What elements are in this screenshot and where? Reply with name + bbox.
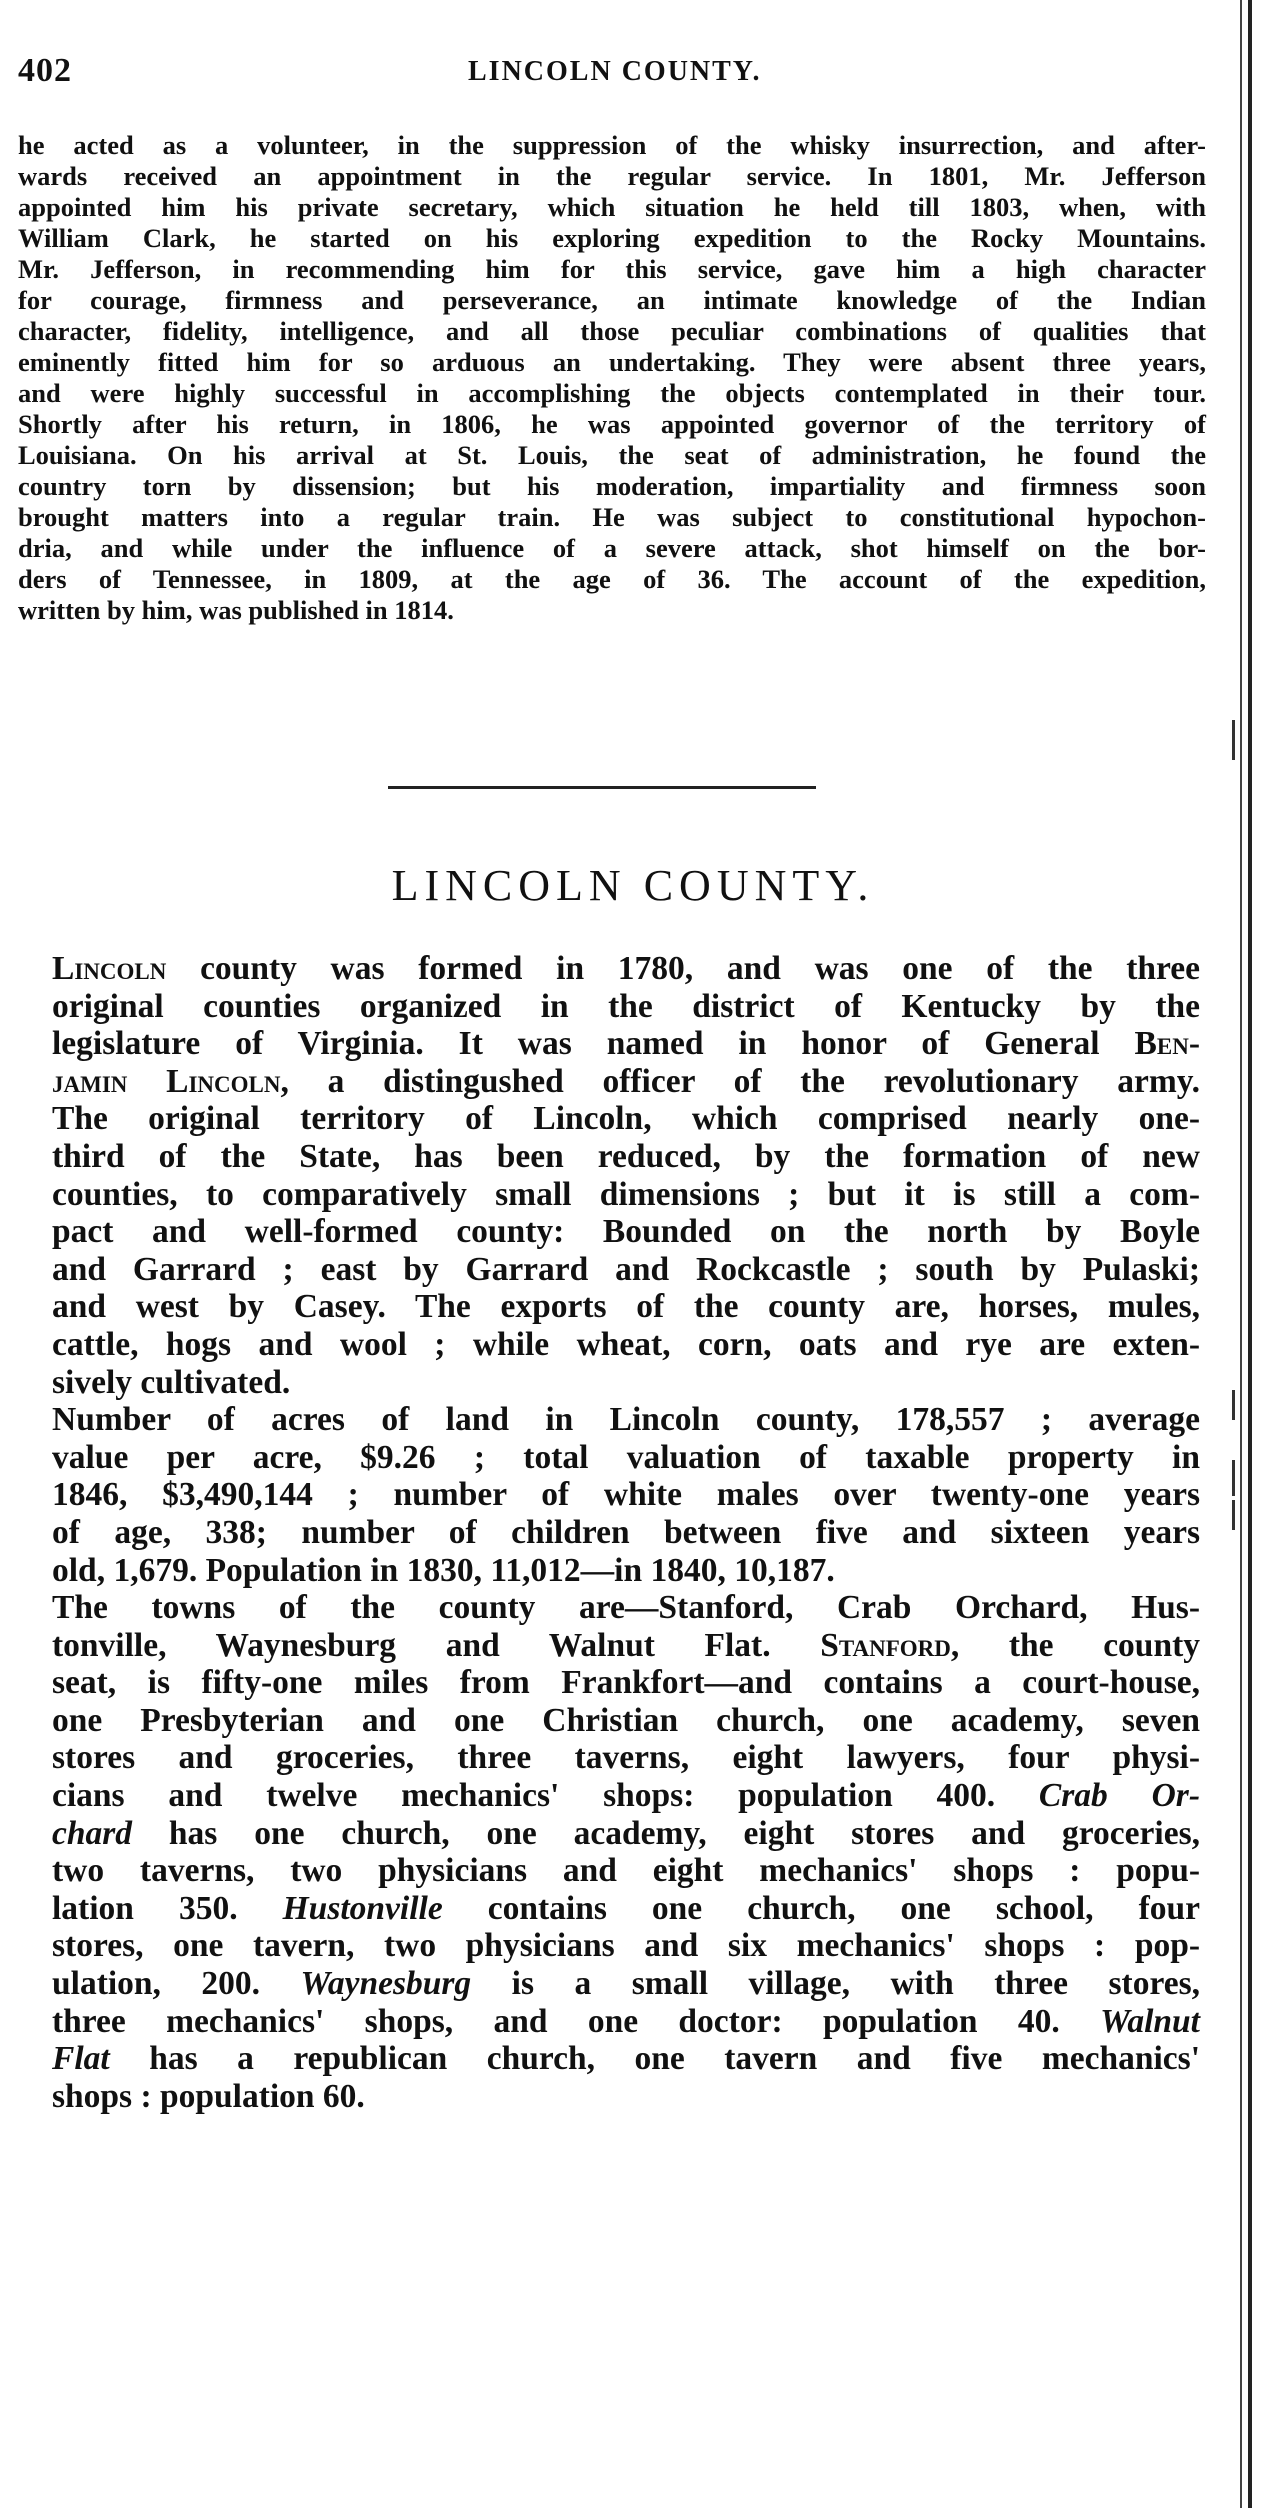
text-run: contains one church, one school, four bbox=[442, 1889, 1200, 1927]
text-line: The towns of the county are—Stanford, Crab Orchard, Hus- bbox=[52, 1589, 1200, 1627]
text-run: has one church, one academy, eight stores and groceries, bbox=[132, 1814, 1200, 1852]
italic-word: Crab Or- bbox=[1038, 1777, 1200, 1815]
text-line: The original territory of Lincoln, which comprised nearly one- bbox=[52, 1100, 1200, 1138]
page-number: 402 bbox=[18, 52, 72, 89]
text-line bbox=[52, 1890, 1200, 1928]
text-line: and west by Casey. The exports of the county are, horses, mules, bbox=[52, 1288, 1200, 1326]
text-line bbox=[52, 2040, 1200, 2078]
text-line: ders of Tennessee, in 1809, at the age of 36. The account of the expedition, bbox=[18, 564, 1206, 594]
text-line bbox=[52, 1815, 1200, 1853]
text-line: old, 1,679. Population in 1830, 11,012—in 1840, 10,187. bbox=[52, 1551, 835, 1589]
continued-paragraph bbox=[18, 130, 1206, 626]
text-line: Louisiana. On his arrival at St. Louis, the seat of administration, he found the bbox=[18, 440, 1206, 470]
text-line: brought matters into a regular train. He was subject to constitutional hypochon- bbox=[18, 502, 1206, 532]
text-line: country torn by dissension; but his moderation, impartiality and firmness soon bbox=[18, 471, 1206, 501]
italic-word: Hustonville bbox=[282, 1889, 443, 1927]
text-line: dria, and while under the influence of a severe attack, shot himself on the bor- bbox=[18, 533, 1206, 563]
text-run: lation 350. bbox=[52, 1889, 283, 1927]
italic-word: Waynesburg bbox=[300, 1965, 472, 2003]
text-line bbox=[52, 1777, 1200, 1815]
text-run: ulation, 200. bbox=[52, 1965, 301, 2003]
margin-mark bbox=[1232, 720, 1235, 760]
text-line: 1846, $3,490,144 ; number of white males over twenty-one years bbox=[52, 1476, 1200, 1514]
running-title: LINCOLN COUNTY. bbox=[468, 56, 762, 87]
text-line: stores and groceries, three taverns, eight lawyers, four physi- bbox=[52, 1739, 1200, 1777]
text-line: one Presbyterian and one Christian church, one academy, seven bbox=[52, 1701, 1200, 1739]
text-line: third of the State, has been reduced, by the formation of new bbox=[52, 1137, 1200, 1175]
text-line: written by him, was published in 1814. bbox=[18, 595, 454, 625]
section-title: LINCOLN COUNTY. bbox=[391, 861, 875, 910]
text-line bbox=[52, 1063, 1200, 1101]
small-caps-word: Lincoln bbox=[52, 950, 167, 987]
text-run: has a republican church, one tavern and five mechanics' bbox=[109, 2040, 1200, 2078]
text-run: cians and twelve mechanics' shops: population 400. bbox=[52, 1777, 1039, 1815]
text-line: sively cultivated. bbox=[52, 1363, 291, 1401]
text-line: Mr. Jefferson, in recommending him for this service, gave him a high character bbox=[18, 254, 1206, 284]
text-line: Shortly after his return, in 1806, he was appointed governor of the territory of bbox=[18, 409, 1206, 439]
text-line: counties, to comparatively small dimensions ; but it is still a com- bbox=[52, 1175, 1200, 1213]
text-run: is a small village, with three stores, bbox=[471, 1965, 1200, 2003]
text-line: seat, is fifty-one miles from Frankfort—and contains a court-house, bbox=[52, 1664, 1200, 1702]
text-run: three mechanics' shops, and one doctor: population 40. bbox=[52, 2002, 1101, 2040]
italic-word: Walnut bbox=[1100, 2002, 1200, 2040]
section-divider bbox=[388, 786, 816, 789]
binding-edge bbox=[1248, 0, 1252, 2508]
text-line: pact and well-formed county: Bounded on the north by Boyle bbox=[52, 1213, 1200, 1251]
text-line: William Clark, he started on his exploring expedition to the Rocky Mountains. bbox=[18, 223, 1206, 253]
margin-mark bbox=[1232, 1460, 1235, 1496]
text-line bbox=[52, 1025, 1200, 1063]
text-line: and were highly successful in accomplishing the objects contemplated in their tour. bbox=[18, 378, 1206, 408]
binding-shadow bbox=[1240, 0, 1242, 2508]
text-line: and Garrard ; east by Garrard and Rockcastle ; south by Pulaski; bbox=[52, 1250, 1200, 1288]
text-line bbox=[52, 1627, 1200, 1665]
text-line: appointed him his private secretary, which situation he held till 1803, when, with bbox=[18, 192, 1206, 222]
text-run: legislature of Virginia. It was named in honor of General bbox=[52, 1025, 1135, 1063]
text-line: cattle, hogs and wool ; while wheat, corn, oats and rye are exten- bbox=[52, 1325, 1200, 1363]
text-line: shops : population 60. bbox=[52, 2077, 365, 2115]
text-run: , the county bbox=[950, 1626, 1200, 1664]
text-line: stores, one tavern, two physicians and six mechanics' shops : pop- bbox=[52, 1927, 1200, 1965]
text-run: , a distingushed officer of the revolutionary army. bbox=[280, 1062, 1200, 1100]
text-line: original counties organized in the district of Kentucky by the bbox=[52, 987, 1200, 1025]
running-head bbox=[18, 52, 1223, 92]
small-caps-word: Stanford bbox=[820, 1626, 951, 1664]
italic-word: chard bbox=[52, 1814, 133, 1852]
text-line: he acted as a volunteer, in the suppression of the whisky insurrection, and after- bbox=[18, 130, 1206, 160]
small-caps-word: Ben- bbox=[1134, 1025, 1200, 1063]
text-line bbox=[52, 1965, 1200, 2003]
text-line bbox=[52, 2003, 1200, 2041]
text-line: wards received an appointment in the regular service. In 1801, Mr. Jefferson bbox=[18, 161, 1206, 191]
section-body bbox=[52, 950, 1200, 2115]
text-line: Number of acres of land in Lincoln county, 178,557 ; average bbox=[52, 1401, 1200, 1439]
text-line: value per acre, $9.26 ; total valuation of taxable property in bbox=[52, 1438, 1200, 1476]
text-line bbox=[52, 950, 1200, 988]
margin-mark bbox=[1232, 1390, 1235, 1420]
text-line: of age, 338; number of children between five and sixteen years bbox=[52, 1513, 1200, 1551]
text-run: county was formed in 1780, and was one of the three bbox=[166, 950, 1200, 987]
text-line: eminently fitted him for so arduous an undertaking. They were absent three years, bbox=[18, 347, 1206, 377]
small-caps-word: jamin Lincoln bbox=[52, 1062, 281, 1100]
italic-word: Flat bbox=[52, 2040, 110, 2078]
margin-mark bbox=[1232, 1500, 1235, 1530]
text-line: for courage, firmness and perseverance, an intimate knowledge of the Indian bbox=[18, 285, 1206, 315]
text-line: character, fidelity, intelligence, and all those peculiar combinations of qualities that bbox=[18, 316, 1206, 346]
text-run: tonville, Waynesburg and Walnut Flat. bbox=[52, 1626, 821, 1664]
text-line: two taverns, two physicians and eight mechanics' shops : popu- bbox=[52, 1852, 1200, 1890]
